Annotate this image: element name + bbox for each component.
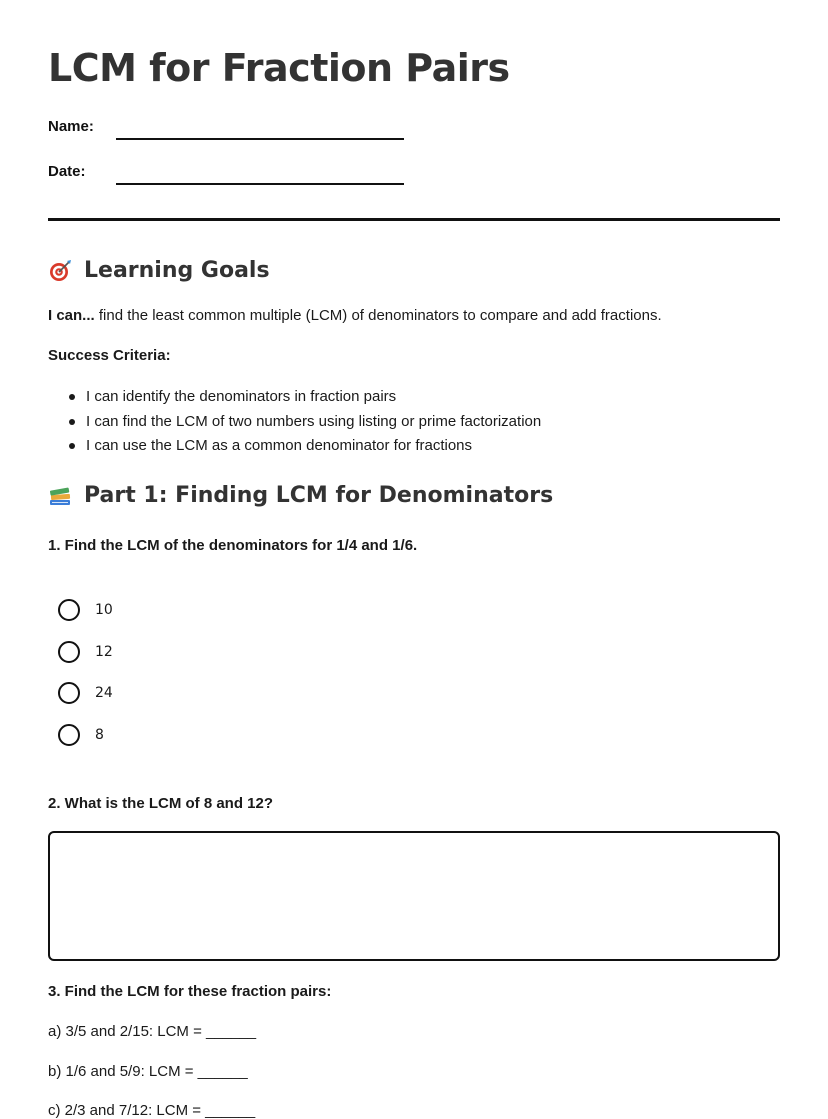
question-3b: b) 1/6 and 5/9: LCM = ______ xyxy=(48,1063,248,1080)
radio-button[interactable] xyxy=(58,682,80,704)
question-1-prompt: 1. Find the LCM of the denominators for 1/4 and 1/6. xyxy=(48,537,418,554)
i-can-lead: I can... xyxy=(48,307,95,324)
name-input-line[interactable] xyxy=(116,138,404,140)
criteria-item: I can find the LCM of two numbers using listing or prime factorization xyxy=(48,411,541,436)
header-divider xyxy=(48,218,780,221)
radio-button[interactable] xyxy=(58,724,80,746)
bullet-icon xyxy=(69,443,75,449)
question-2-answer-box[interactable] xyxy=(48,831,780,961)
question-3-prompt: 3. Find the LCM for these fraction pairs: xyxy=(48,983,332,1000)
page-title: LCM for Fraction Pairs xyxy=(48,46,510,90)
learning-goals-heading-text: Learning Goals xyxy=(84,258,270,283)
question-3a: a) 3/5 and 2/15: LCM = ______ xyxy=(48,1023,257,1040)
radio-button[interactable] xyxy=(58,641,80,663)
radio-button[interactable] xyxy=(58,599,80,621)
date-input-line[interactable] xyxy=(116,183,404,185)
q1-option-8[interactable] xyxy=(58,723,104,747)
learning-goals-heading xyxy=(48,258,270,283)
i-can-text: find the least common multiple (LCM) of denominators to compare and add fractions. xyxy=(94,307,662,324)
success-criteria-list xyxy=(48,386,541,460)
option-label: 10 xyxy=(95,602,113,618)
criteria-item: I can use the LCM as a common denominator for fractions xyxy=(48,435,541,460)
books-icon xyxy=(48,484,72,508)
q1-option-12[interactable] xyxy=(58,640,113,664)
question-3c: c) 2/3 and 7/12: LCM = ______ xyxy=(48,1102,256,1119)
target-icon xyxy=(48,259,72,283)
bullet-icon xyxy=(69,394,75,400)
option-label: 12 xyxy=(95,644,113,660)
part1-heading-text: Part 1: Finding LCM for Denominators xyxy=(84,483,554,508)
date-label: Date: xyxy=(48,163,86,180)
q1-option-10[interactable] xyxy=(58,598,113,622)
option-label: 24 xyxy=(95,685,113,701)
option-label: 8 xyxy=(95,727,104,743)
criteria-item: I can identify the denominators in fraction pairs xyxy=(48,386,541,411)
bullet-icon xyxy=(69,419,75,425)
name-label: Name: xyxy=(48,118,94,135)
name-field xyxy=(48,118,408,148)
success-criteria-heading: Success Criteria: xyxy=(48,347,171,364)
part1-heading xyxy=(48,483,553,508)
q1-option-24[interactable] xyxy=(58,681,113,705)
i-can-statement xyxy=(48,307,662,324)
question-2-prompt: 2. What is the LCM of 8 and 12? xyxy=(48,795,274,812)
date-field xyxy=(48,163,408,193)
